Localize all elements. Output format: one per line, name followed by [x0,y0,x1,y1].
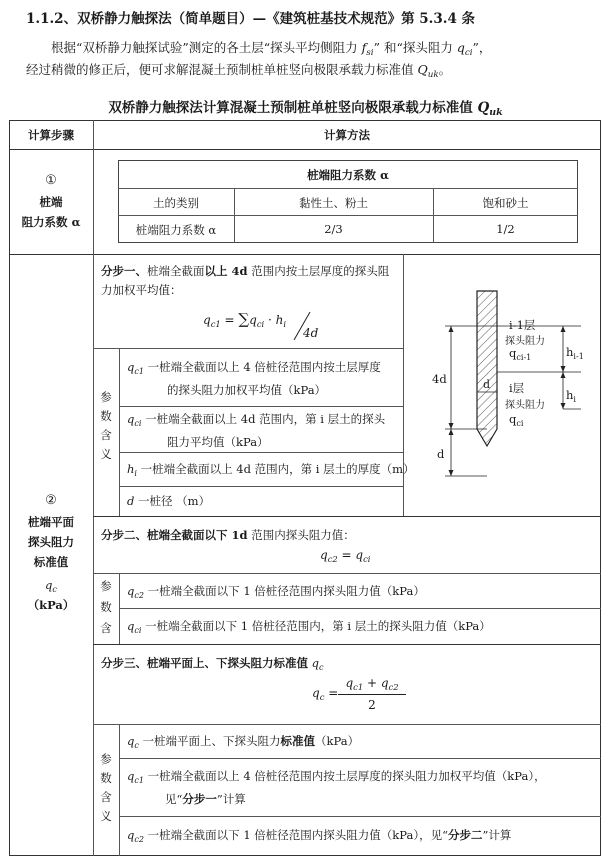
pile-shaft [477,291,497,446]
soil-type-header: 土的类别 [153,196,199,210]
p3-param-qc2: $q_{c2}$ 一桩端全截面以下 1 倍桩径范围内探头阻力值（kPa），见“分步二”计算 [127,828,512,844]
intro-line-1: 根据“双桥静力触探试验”测定的各土层“探头平均侧阻力 $f_{si}$” 和“探头阻力 $q_{ci}$”， [51,40,492,58]
formula-qc2: $q_{c2} = q_{ci}$ [320,548,371,564]
p3-param-qc: $q_c$ 一桩端平面上、下探头阻力标准值（kPa） [127,734,360,750]
probe-i-label: 探头阻力 [505,400,545,411]
step1-number: ① [45,173,57,188]
header-method: 计算方法 [324,128,370,142]
part3-title: 分步三、桩端平面上、下探头阻力标准值 $q_c$ [101,656,324,672]
p3-param-rule-2 [119,816,601,817]
step1-name-2: 阻力系数 α [21,215,81,229]
layer-prev-label: i-1层 [509,318,536,332]
saturated-sand-header: 饱和砂土 [482,196,529,210]
part2-end-rule [93,644,601,645]
inner-rule-1 [118,188,578,189]
dim-4d-label: 4d [432,372,447,386]
p1-param-rule-2 [119,452,403,453]
step2-symbol: $q_c$ [45,578,57,594]
p1-param-rule-1 [119,406,403,407]
q-prev-label: $q_{ci-1}$ [509,346,532,362]
h-prev-label: $h_{i-1}$ [566,345,584,361]
p1-param-label: 参 数 含 义 [100,390,112,461]
header-rule [9,149,601,150]
p2-param-label: 参 数 含 [100,579,112,635]
p1-formula-rule [93,348,403,349]
step2-name-2: 探头阻力 [28,535,74,549]
section-heading: 1.1.2、双桥静力触探法（简单题目）—《建筑桩基技术规范》第 5.3.4 条 [26,11,476,27]
p1-param-d: d 一桩径 （m） [127,494,211,508]
p1-param-rule-3 [119,486,403,487]
p3-param-label: 参 数 含 义 [100,752,112,823]
part1-title-line-2: 力加权平均值： [101,283,182,297]
p1-param-divider [119,348,120,516]
intro-line-2: 经过稍微的修正后，便可求解混凝土预制桩单桩竖向极限承载力标准值 $Q_{uk}$。 [26,62,452,80]
p1-param-qc1: $q_{c1}$ 一桩端全截面以上 4 倍桩径范围内按土层厚度 的探头阻力加权平均值（kPa） [127,360,381,397]
p3-param-rule-1 [119,758,601,759]
p3-formula-rule [93,724,601,725]
fraction-bar [338,694,406,695]
formula-qc: $q_c$ = [312,686,339,702]
layer-i-label: i层 [509,381,525,395]
p2-param-qci: $q_{ci}$ 一桩端全截面以下 1 倍桩径范围内，第 i 层土的探头阻力值（kPa） [127,619,491,635]
clay-silt-header: 黏性土、粉土 [299,196,368,210]
step2-name-1: 桩端平面 [28,515,74,529]
step1-name-1: 桩端 [39,195,63,209]
p2-formula-rule [93,573,601,574]
formula-qc-denominator: 2 [368,698,376,712]
step2-unit: （kPa） [27,598,75,612]
part1-title-line-1: 分步一、桩端全截面以上 4d 范围内按土层厚度的探头阻 [101,264,390,278]
formula-denominator-4d: 4d [303,326,319,340]
formula-qc1: $q_{c1} = \sum q_{ci} \cdot h_i$ [203,310,287,329]
header-step: 计算步骤 [28,128,74,142]
step2-number: ② [45,493,57,508]
inner-table-title: 桩端阻力系数 α [307,168,389,182]
table-title: 双桥静力触探法计算混凝土预制桩单桩竖向极限承载力标准值 $Q_{uk}$ [108,100,503,118]
q-i-label: $q_{ci}$ [509,412,524,428]
h-i-label: $h_i$ [566,388,576,404]
p3-param-qc1: $q_{c1}$ 一桩端全截面以上 4 倍桩径范围内按土层厚度的探头阻力加权平均值（kPa）， 见“分步一”计算 [127,769,546,806]
coefficient-label: 桩端阻力系数 α [135,223,217,237]
column-divider [93,120,94,856]
p2-param-rule-1 [119,608,601,609]
clay-silt-value: 2/3 [324,222,343,236]
part1-end-rule [93,516,601,517]
step2-name-3: 标准值 [33,555,69,569]
p2-param-qc2: $q_{c2}$ 一桩端全截面以下 1 倍桩径范围内探头阻力值（kPa） [127,584,425,600]
formula-qc-numerator: $q_{c1} + q_{c2}$ [345,676,399,692]
saturated-sand-value: 1/2 [496,222,515,236]
p3-param-divider [119,724,120,856]
part2-title: 分步二、桩端全截面以下 1d 范围内探头阻力值： [101,528,355,542]
inner-rule-2 [118,215,578,216]
probe-prev-label: 探头阻力 [505,336,545,347]
dim-d-label: d [437,447,445,461]
dim-d-small-label: d [483,378,491,391]
p1-param-hi: $h_i$ 一桩端全截面以上 4d 范围内，第 i 层土的厚度（m） [127,462,415,478]
p1-param-qci: $q_{ci}$ 一桩端全截面以上 4d 范围内，第 i 层土的探头 阻力平均值（kPa） [127,412,386,449]
